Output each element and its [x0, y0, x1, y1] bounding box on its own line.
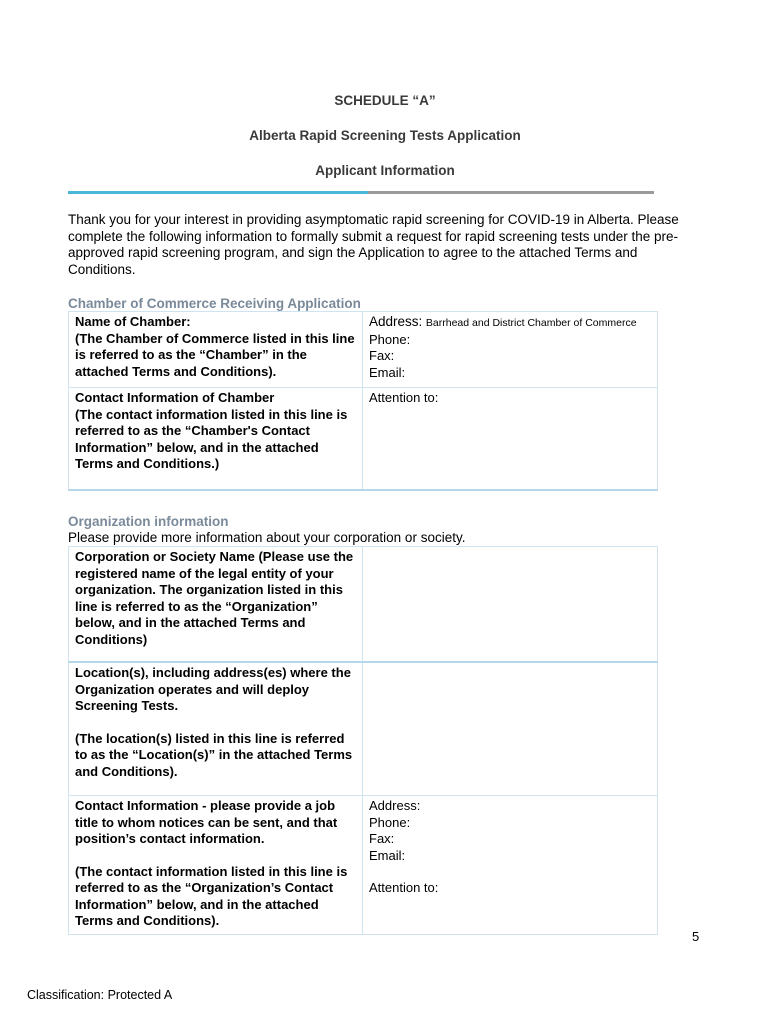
organization-section-title: Organization information: [68, 514, 229, 529]
document-title: Alberta Rapid Screening Tests Application: [249, 128, 521, 143]
chamber-attention-cell[interactable]: [363, 388, 658, 491]
header-rule-gray: [368, 191, 654, 194]
section-heading: Applicant Information: [315, 163, 455, 178]
organization-attention-label: Attention to:: [369, 880, 439, 895]
chamber-fax-label: Fax:: [369, 348, 395, 363]
chamber-attention-label: Attention to:: [369, 390, 439, 405]
classification-footer: Classification: Protected A: [27, 988, 173, 1002]
organization-location-note: (The location(s) listed in this line is referred to as the “Location(s)” in the attached Terms and Conditions).: [75, 730, 353, 779]
organization-location-label: Location(s), including address(es) where the Organization operates and will deploy Screening Tests.: [75, 665, 351, 713]
chamber-contact-label: Contact Information of Chamber: [75, 390, 275, 405]
chamber-contact-note: (The contact information listed in this line is referred to as the “Chamber's Contact Information” below, and in the attached Terms and Conditions.): [75, 406, 348, 471]
chamber-name-note: (The Chamber of Commerce listed in this line is referred to as the “Chamber” in the attached Terms and Conditions).: [75, 330, 355, 379]
organization-section-note: Please provide more information about your corporation or society.: [68, 530, 466, 545]
organization-table: [68, 546, 658, 935]
organization-contact-input-cell[interactable]: [363, 796, 658, 935]
spacer: [369, 864, 651, 880]
organization-name-label-cell: [69, 547, 363, 663]
page-number: 5: [692, 929, 700, 944]
chamber-section-title: Chamber of Commerce Receiving Application: [68, 296, 361, 311]
header-rule-blue: [68, 191, 368, 194]
spacer: [75, 848, 356, 864]
organization-contact-note: (The contact information listed in this line is referred to as the “Organization’s Contact Information” below, and in the attached Terms and Conditions).: [75, 863, 348, 928]
organization-email-label: Email:: [369, 847, 406, 863]
chamber-name-label: Name of Chamber:: [75, 314, 191, 329]
chamber-email-label: Email:: [369, 364, 406, 380]
chamber-contact-label-cell: [69, 388, 363, 491]
spacer: [75, 715, 356, 731]
chamber-address-cell[interactable]: [363, 312, 658, 388]
organization-address-label: Address:: [369, 798, 421, 813]
organization-phone-label: Phone:: [369, 814, 411, 830]
organization-location-input-cell[interactable]: [363, 662, 658, 796]
schedule-heading: SCHEDULE “A”: [334, 93, 436, 108]
organization-name-input-cell[interactable]: [363, 547, 658, 663]
chamber-phone-label: Phone:: [369, 331, 411, 347]
organization-contact-label-cell: [69, 796, 363, 935]
organization-contact-label: Contact Information - please provide a job title to whom notices can be sent, and that position’s contact information.: [75, 798, 338, 846]
chamber-table: [68, 311, 658, 491]
chamber-address-label: Address:: [369, 314, 423, 329]
chamber-address-line: [369, 314, 651, 332]
chamber-name-label-cell: [69, 312, 363, 388]
organization-location-label-cell: [69, 662, 363, 796]
organization-name-label: Corporation or Society Name (Please use the registered name of the legal entity of your organization. The organization listed in this line is referred to as the “Organization” below, and in the attached Terms and Conditions): [75, 549, 354, 647]
organization-fax-label: Fax:: [369, 831, 395, 846]
chamber-address-value: Barrhead and District Chamber of Commerce: [425, 317, 637, 329]
intro-paragraph: Thank you for your interest in providing asymptomatic rapid screening for COVID-19 in Alberta. Please complete the following information to formally submit a request for rapid screening tests under the pre-approved rapid screening program, and sign the Application to agree to the attached Terms and Conditions.: [68, 212, 679, 277]
